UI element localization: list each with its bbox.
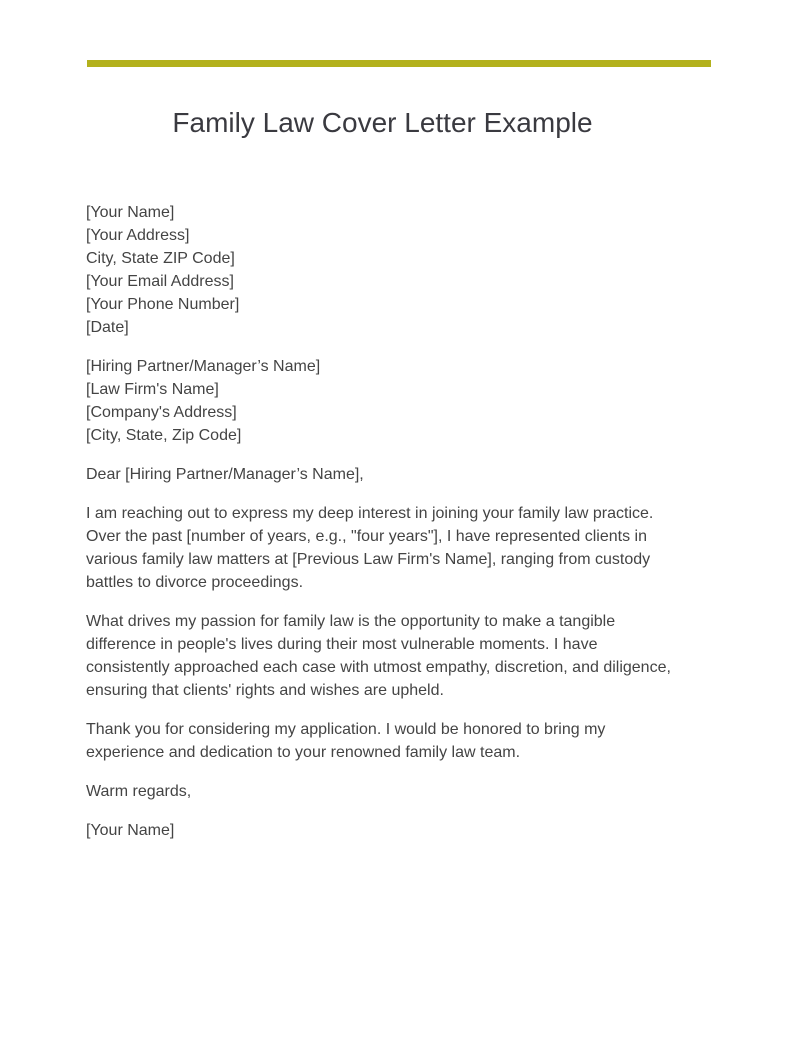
text-line: I am reaching out to express my deep interest in joining your family law practice.	[86, 505, 654, 522]
recipient-address: [Company's Address]	[86, 404, 237, 421]
text-line: What drives my passion for family law is the opportunity to make a tangible	[86, 613, 616, 630]
recipient-city: [City, State, Zip Code]	[86, 427, 242, 444]
sender-name: [Your Name]	[86, 204, 175, 221]
recipient-name: [Hiring Partner/Manager’s Name]	[86, 358, 321, 375]
sender-phone: [Your Phone Number]	[86, 296, 240, 313]
sender-date: [Date]	[86, 319, 129, 336]
recipient-firm: [Law Firm's Name]	[86, 381, 219, 398]
text-line: Over the past [number of years, e.g., "four years"], I have represented clients in	[86, 528, 647, 545]
sender-address: [Your Address]	[86, 227, 190, 244]
text-line: battles to divorce proceedings.	[86, 574, 304, 591]
sender-block	[86, 201, 686, 339]
sender-city: City, State ZIP Code]	[86, 250, 235, 267]
text-line: consistently approached each case with utmost empathy, discretion, and diligence,	[86, 659, 671, 676]
paragraph-thanks	[86, 718, 686, 764]
signature: [Your Name]	[86, 822, 175, 839]
closing: Warm regards,	[86, 783, 192, 800]
text-line: difference in people's lives during their most vulnerable moments. I have	[86, 636, 598, 653]
page-title: Family Law Cover Letter Example	[172, 107, 593, 138]
text-line: Thank you for considering my application. I would be honored to bring my	[86, 721, 606, 738]
paragraph-passion	[86, 610, 686, 702]
header-accent-bar	[87, 60, 711, 67]
paragraph-intro	[86, 502, 686, 594]
sender-email: [Your Email Address]	[86, 273, 234, 290]
salutation: Dear [Hiring Partner/Manager’s Name],	[86, 466, 364, 483]
text-line: ensuring that clients' rights and wishes are upheld.	[86, 682, 444, 699]
text-line: various family law matters at [Previous Law Firm's Name], ranging from custody	[86, 551, 651, 568]
recipient-block	[86, 355, 686, 447]
text-line: experience and dedication to your renowned family law team.	[86, 744, 521, 761]
letter-body	[86, 201, 686, 858]
